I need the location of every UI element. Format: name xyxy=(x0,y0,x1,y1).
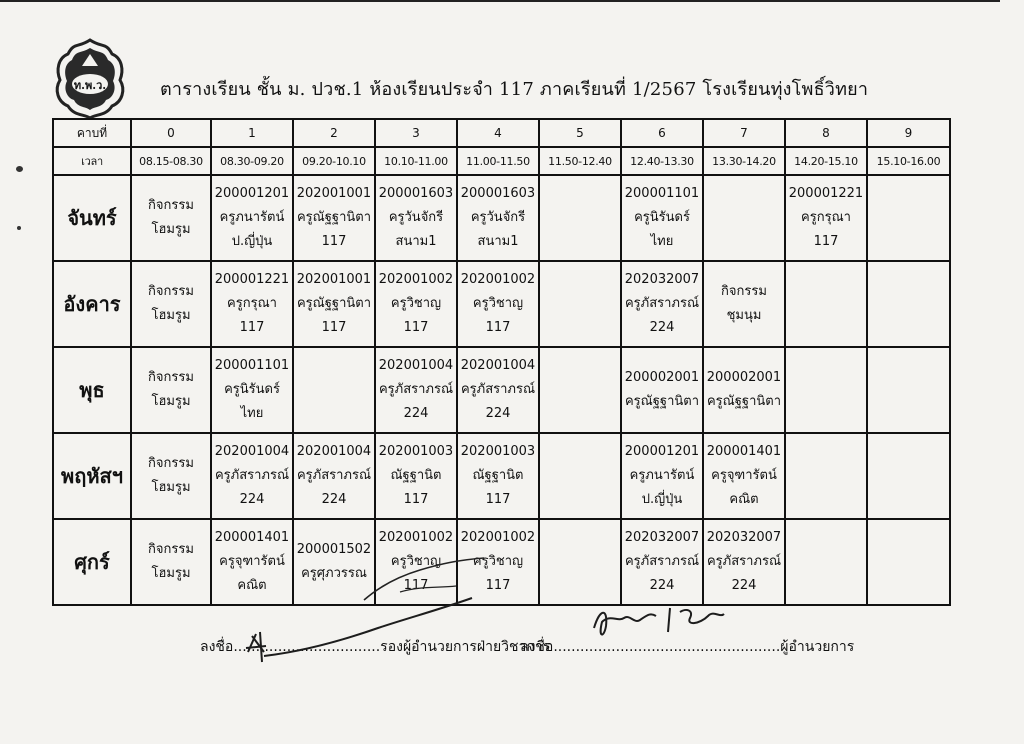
cell-line-primary: กิจกรรม xyxy=(721,284,767,299)
cell-line-primary: กิจกรรม xyxy=(148,456,194,471)
day-row xyxy=(53,347,950,433)
period-number: 6 xyxy=(621,119,703,147)
class-cell xyxy=(131,519,211,605)
period-time: 12.40-13.30 xyxy=(621,147,703,175)
cell-line-primary: 202001001 xyxy=(296,186,372,201)
cell-line: 224 xyxy=(239,492,265,507)
cell-line: ครูจุฑารัตน์ xyxy=(219,554,285,569)
empty-cell xyxy=(703,175,785,261)
signature-left-line: ลงชื่อ.................................รองผู้อำนวยการฝ่ายวิชาการ xyxy=(200,639,551,655)
cell-line: 117 xyxy=(321,234,347,249)
cell-line-primary: 200001201 xyxy=(214,186,290,201)
signature-deputy xyxy=(238,592,478,672)
signature-director xyxy=(590,598,730,646)
empty-cell xyxy=(539,347,621,433)
cell-line: ครูศุภวรรณ xyxy=(301,566,367,581)
empty-cell xyxy=(785,519,867,605)
class-cell xyxy=(621,175,703,261)
cell-line: ครูวันจักรี xyxy=(470,210,526,225)
cell-line-primary: 202001004 xyxy=(296,444,372,459)
cell-line: คณิต xyxy=(237,578,267,593)
class-cell xyxy=(293,261,375,347)
cell-line: ครูณัฐฐานิตา xyxy=(624,394,699,409)
period-number: 5 xyxy=(539,119,621,147)
class-cell xyxy=(621,519,703,605)
period-header-row xyxy=(53,119,950,147)
cell-line-primary: 202001004 xyxy=(460,358,536,373)
period-time: 14.20-15.10 xyxy=(785,147,867,175)
class-cell xyxy=(211,347,293,433)
empty-cell xyxy=(867,433,950,519)
class-cell xyxy=(131,175,211,261)
cell-line-primary: กิจกรรม xyxy=(148,542,194,557)
cell-line: 117 xyxy=(239,320,265,335)
cell-line: ครูกรุณา xyxy=(227,296,277,311)
cell-line: 117 xyxy=(485,578,511,593)
class-cell xyxy=(457,433,539,519)
cell-line: 224 xyxy=(731,578,757,593)
period-number: 0 xyxy=(131,119,211,147)
cell-line-primary: 200001101 xyxy=(214,358,290,373)
cell-line: ครูภัสราภรณ์ xyxy=(214,468,290,483)
period-time: 11.00-11.50 xyxy=(457,147,539,175)
cell-line: 117 xyxy=(321,320,347,335)
day-name: อังคาร xyxy=(53,261,131,347)
empty-cell xyxy=(539,433,621,519)
cell-line-primary: 200002001 xyxy=(624,370,700,385)
class-cell xyxy=(211,175,293,261)
period-number: 3 xyxy=(375,119,457,147)
cell-line: ครูวิชาญ xyxy=(390,554,442,569)
time-label: เวลา xyxy=(53,147,131,175)
cell-line-primary: กิจกรรม xyxy=(148,198,194,213)
class-cell xyxy=(703,347,785,433)
cell-line: ครูภัสราภรณ์ xyxy=(296,468,372,483)
top-border-line xyxy=(0,0,1000,2)
period-time: 08.30-09.20 xyxy=(211,147,293,175)
cell-line-primary: กิจกรรม xyxy=(148,284,194,299)
cell-line-primary: 202001004 xyxy=(378,358,454,373)
cell-line-primary: 200002001 xyxy=(706,370,782,385)
class-cell xyxy=(785,175,867,261)
class-cell xyxy=(457,261,539,347)
cell-line: ณัฐฐานิต xyxy=(472,468,524,483)
cell-line: ครูภัสราภรณ์ xyxy=(706,554,782,569)
class-cell xyxy=(621,261,703,347)
time-header-row xyxy=(53,147,950,175)
period-time: 10.10-11.00 xyxy=(375,147,457,175)
day-name: พุธ xyxy=(53,347,131,433)
empty-cell xyxy=(293,347,375,433)
cell-line-primary: 200001101 xyxy=(624,186,700,201)
class-cell xyxy=(131,347,211,433)
class-cell xyxy=(457,347,539,433)
period-number: 7 xyxy=(703,119,785,147)
cell-line: ป.ญี่ปุ่น xyxy=(641,492,683,507)
class-cell xyxy=(375,175,457,261)
empty-cell xyxy=(867,519,950,605)
cell-line: 224 xyxy=(485,406,511,421)
cell-line: สนาม1 xyxy=(477,234,519,249)
cell-line: ครูณัฐฐานิตา xyxy=(296,296,371,311)
class-cell xyxy=(621,433,703,519)
period-number: 1 xyxy=(211,119,293,147)
cell-line: ครูภัสราภรณ์ xyxy=(460,382,536,397)
cell-line-primary: 202001003 xyxy=(378,444,454,459)
cell-line: ครูภัสราภรณ์ xyxy=(624,296,700,311)
empty-cell xyxy=(539,519,621,605)
cell-line: ครูวิชาญ xyxy=(472,296,524,311)
period-number: 9 xyxy=(867,119,950,147)
day-name: จันทร์ xyxy=(53,175,131,261)
cell-line: ครูนิรันดร์ xyxy=(634,210,690,225)
signature-right-line: ลงชื่อ...................................................ผู้อำนวยการ xyxy=(520,639,855,655)
cell-line: ชุมนุม xyxy=(726,308,762,323)
period-time: 15.10-16.00 xyxy=(867,147,950,175)
cell-line: โฮมรูม xyxy=(151,394,191,409)
cell-line: โฮมรูม xyxy=(151,222,191,237)
cell-line: ครูนิรันดร์ xyxy=(224,382,280,397)
day-name: พฤหัสฯ xyxy=(53,433,131,519)
cell-line-primary: 200001401 xyxy=(706,444,782,459)
empty-cell xyxy=(785,261,867,347)
cell-line: ณัฐฐานิต xyxy=(390,468,442,483)
school-logo xyxy=(50,36,130,120)
class-cell xyxy=(375,347,457,433)
period-time: 11.50-12.40 xyxy=(539,147,621,175)
cell-line: ครูจุฑารัตน์ xyxy=(711,468,777,483)
cell-line: ครูณัฐฐานิตา xyxy=(706,394,781,409)
day-row xyxy=(53,433,950,519)
cell-line: ครูณัฐฐานิตา xyxy=(296,210,371,225)
class-cell xyxy=(293,433,375,519)
cell-line-primary: 202001002 xyxy=(460,272,536,287)
cell-line: โฮมรูม xyxy=(151,480,191,495)
cell-line: ครูวันจักรี xyxy=(388,210,444,225)
cell-line: 117 xyxy=(403,578,429,593)
cell-line-primary: 202032007 xyxy=(706,530,782,545)
cell-line-primary: 200001502 xyxy=(296,542,372,557)
period-time: 13.30-14.20 xyxy=(703,147,785,175)
empty-cell xyxy=(867,175,950,261)
cell-line-primary: 202001002 xyxy=(378,530,454,545)
cell-line: 117 xyxy=(403,492,429,507)
day-row xyxy=(53,519,950,605)
day-name: ศุกร์ xyxy=(53,519,131,605)
logo-text: ท.พ.ว. xyxy=(73,79,107,92)
period-number: 8 xyxy=(785,119,867,147)
cell-line-primary: 202001001 xyxy=(296,272,372,287)
cell-line: ครูภัสราภรณ์ xyxy=(378,382,454,397)
empty-cell xyxy=(785,433,867,519)
cell-line-primary: 200001603 xyxy=(378,186,454,201)
cell-line: ครูกรุณา xyxy=(801,210,851,225)
cell-line: ครูวิชาญ xyxy=(390,296,442,311)
empty-cell xyxy=(539,261,621,347)
cell-line: โฮมรูม xyxy=(151,308,191,323)
cell-line-primary: กิจกรรม xyxy=(148,370,194,385)
day-row xyxy=(53,261,950,347)
cell-line: ครูภนารัตน์ xyxy=(629,468,695,483)
class-cell xyxy=(131,261,211,347)
class-cell xyxy=(131,433,211,519)
cell-line: คณิต xyxy=(729,492,759,507)
cell-line-primary: 202001002 xyxy=(460,530,536,545)
cell-line-primary: 200001221 xyxy=(788,186,864,201)
cell-line: โฮมรูม xyxy=(151,566,191,581)
cell-line: สนาม1 xyxy=(395,234,437,249)
scan-speck xyxy=(16,166,23,172)
cell-line: ครูภัสราภรณ์ xyxy=(624,554,700,569)
cell-line-primary: 200001603 xyxy=(460,186,536,201)
class-cell xyxy=(211,261,293,347)
cell-line: 224 xyxy=(649,578,675,593)
day-row xyxy=(53,175,950,261)
period-time: 09.20-10.10 xyxy=(293,147,375,175)
cell-line-primary: 200001201 xyxy=(624,444,700,459)
cell-line-primary: 200001221 xyxy=(214,272,290,287)
empty-cell xyxy=(539,175,621,261)
period-time: 08.15-08.30 xyxy=(131,147,211,175)
cell-line: ป.ญี่ปุ่น xyxy=(231,234,273,249)
class-cell xyxy=(293,175,375,261)
cell-line: ครูวิชาญ xyxy=(472,554,524,569)
cell-line-primary: 200001401 xyxy=(214,530,290,545)
class-cell xyxy=(703,519,785,605)
empty-cell xyxy=(867,261,950,347)
period-number: 2 xyxy=(293,119,375,147)
empty-cell xyxy=(785,347,867,433)
cell-line: 224 xyxy=(321,492,347,507)
cell-line: 117 xyxy=(485,492,511,507)
empty-cell xyxy=(867,347,950,433)
cell-line-primary: 202032007 xyxy=(624,530,700,545)
class-cell xyxy=(703,433,785,519)
cell-line: ไทย xyxy=(240,406,264,421)
class-cell xyxy=(375,261,457,347)
cell-line: 224 xyxy=(649,320,675,335)
class-cell xyxy=(457,175,539,261)
page-title: ตารางเรียน ชั้น ม. ปวช.1 ห้องเรียนประจำ 117 ภาคเรียนที่ 1/2567 โรงเรียนทุ่งโพธิ์วิทยา xyxy=(160,79,869,100)
class-cell xyxy=(375,433,457,519)
cell-line: ไทย xyxy=(650,234,674,249)
cell-line: 117 xyxy=(485,320,511,335)
class-cell xyxy=(621,347,703,433)
cell-line: 224 xyxy=(403,406,429,421)
scan-speck xyxy=(17,226,21,230)
class-cell xyxy=(211,433,293,519)
cell-line-primary: 202032007 xyxy=(624,272,700,287)
cell-line: 117 xyxy=(813,234,839,249)
class-cell xyxy=(703,261,785,347)
cell-line-primary: 202001004 xyxy=(214,444,290,459)
cell-line-primary: 202001003 xyxy=(460,444,536,459)
cell-line: 117 xyxy=(403,320,429,335)
period-number: 4 xyxy=(457,119,539,147)
period-label: คาบที่ xyxy=(53,119,131,147)
cell-line-primary: 202001002 xyxy=(378,272,454,287)
cell-line: ครูภนารัตน์ xyxy=(219,210,285,225)
timetable xyxy=(52,118,951,606)
